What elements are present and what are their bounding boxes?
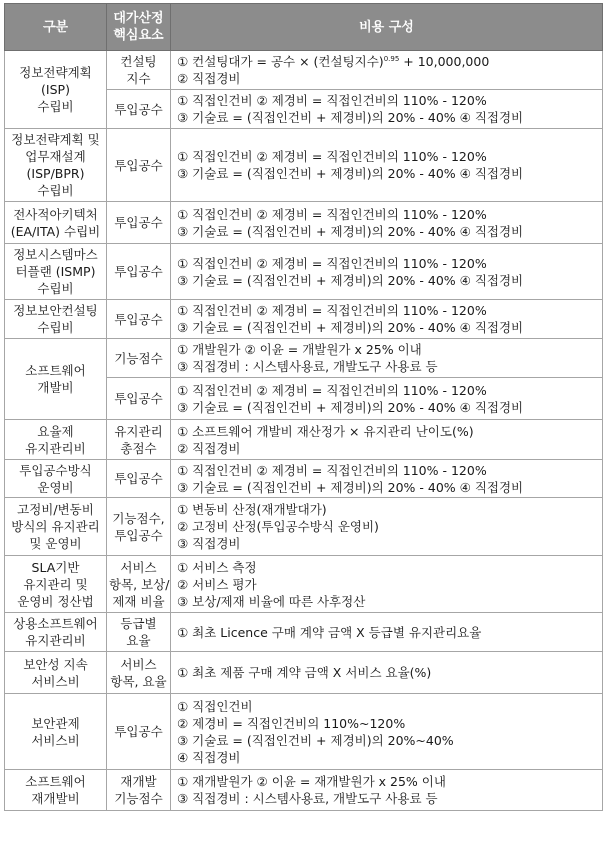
row-cost-composition — [171, 770, 603, 811]
table-row — [5, 202, 603, 244]
cost-line: ③ 보상/제재 비율에 따른 사후정산 — [177, 593, 366, 609]
row-core-element: 등급별 요율 — [107, 613, 171, 652]
cost-line: ① 개발원가 ② 이윤 = 개발원가 x 25% 이내 — [177, 342, 422, 357]
cost-line: ① 변동비 산정(재개발대가) — [177, 502, 327, 517]
row-cost-composition — [171, 90, 603, 129]
cost-line: ① 직접인건비 ② 제경비 = 직접인건비의 110% - 120% — [177, 303, 487, 318]
row-cost-composition — [171, 460, 603, 498]
row-category: 정보시스템마스 터플랜 (ISMP) 수립비 — [5, 244, 107, 300]
row-category: 보안관제 서비스비 — [5, 694, 107, 770]
row-core-element: 투입공수 — [107, 129, 171, 202]
row-cost-composition — [171, 202, 603, 244]
row-core-element: 유지관리 총점수 — [107, 420, 171, 460]
row-category: SLA기반 유지관리 및 운영비 정산법 — [5, 556, 107, 613]
cost-line: ③ 직접경비 : 시스템사용료, 개발도구 사용료 등 — [177, 359, 438, 374]
header-cost-composition: 비용 구성 — [171, 4, 603, 51]
row-cost-composition — [171, 420, 603, 460]
cost-structure-table — [4, 3, 603, 811]
row-core-element: 투입공수 — [107, 694, 171, 770]
row-core-element: 기능점수, 투입공수 — [107, 498, 171, 556]
cost-line: ② 직접경비 — [177, 71, 241, 86]
cost-line: ① 직접인건비 ② 제경비 = 직접인건비의 110% - 120% — [177, 255, 487, 271]
table-row — [5, 339, 603, 378]
table-row — [5, 420, 603, 460]
table-row — [5, 51, 603, 90]
table-row — [5, 613, 603, 652]
cost-line: ② 직접경비 — [177, 440, 241, 456]
row-core-element: 투입공수 — [107, 378, 171, 420]
row-category: 정보보안컨설팅 수립비 — [5, 300, 107, 339]
table-row — [5, 460, 603, 498]
cost-line: ② 서비스 평가 — [177, 576, 257, 592]
table-header-row — [5, 4, 603, 51]
row-cost-composition — [171, 51, 603, 90]
row-category: 정보전략계획 (ISP) 수립비 — [5, 51, 107, 129]
table-row — [5, 129, 603, 202]
row-core-element: 서비스 항목, 요율 — [107, 652, 171, 694]
cost-line: ③ 기술료 = (직접인건비 + 제경비)의 20% - 40% ④ 직접경비 — [177, 479, 524, 495]
row-cost-composition — [171, 694, 603, 770]
row-cost-composition — [171, 129, 603, 202]
cost-line: ① 직접인건비 ② 제경비 = 직접인건비의 110% - 120% — [177, 206, 487, 222]
row-category: 고정비/변동비 방식의 유지관리 및 운영비 — [5, 498, 107, 556]
row-category: 정보전략계획 및 업무재설계 (ISP/BPR) 수립비 — [5, 129, 107, 202]
row-category: 상용소프트웨어 유지관리비 — [5, 613, 107, 652]
table-row — [5, 556, 603, 613]
row-cost-composition — [171, 652, 603, 694]
cost-line: ① 직접인건비 ② 제경비 = 직접인건비의 110% - 120% — [177, 382, 487, 398]
cost-line: ① 컨설팅대가 = 공수 × (컨설팅지수)$^{0.95}$ + 10,000,000 — [177, 54, 490, 69]
row-core-element: 투입공수 — [107, 90, 171, 129]
row-core-element: 투입공수 — [107, 300, 171, 339]
row-core-element: 투입공수 — [107, 202, 171, 244]
header-core-line: 대가산정 — [113, 11, 164, 26]
table-row — [5, 244, 603, 300]
cost-line: ③ 직접경비 : 시스템사용료, 개발도구 사용료 등 — [177, 791, 438, 806]
row-core-element: 기능점수 — [107, 339, 171, 378]
row-core-element: 재개발 기능점수 — [107, 770, 171, 811]
row-cost-composition — [171, 244, 603, 300]
cost-line: ① 직접인건비 ② 제경비 = 직접인건비의 110% - 120% — [177, 93, 487, 108]
row-cost-composition — [171, 498, 603, 556]
cost-line: ③ 기술료 = (직접인건비 + 제경비)의 20% - 40% ④ 직접경비 — [177, 399, 524, 415]
row-category: 투입공수방식 운영비 — [5, 460, 107, 498]
row-cost-composition — [171, 300, 603, 339]
header-core-element — [107, 4, 171, 51]
cost-line: ① 소프트웨어 개발비 재산정가 × 유지관리 난이도(%) — [177, 423, 474, 439]
cost-line: ③ 기술료 = (직접인건비 + 제경비)의 20%~40% — [177, 732, 454, 748]
row-core-element: 투입공수 — [107, 460, 171, 498]
table-row — [5, 694, 603, 770]
row-core-element: 서비스 항목, 보상/ 제재 비율 — [107, 556, 171, 613]
cost-line: ③ 기술료 = (직접인건비 + 제경비)의 20% - 40% ④ 직접경비 — [177, 272, 524, 288]
row-cost-composition — [171, 378, 603, 420]
cost-line: ④ 직접경비 — [177, 749, 241, 765]
cost-line: ① 직접인건비 — [177, 698, 253, 714]
row-core-element: 투입공수 — [107, 244, 171, 300]
row-category: 요율제 유지관리비 — [5, 420, 107, 460]
table-row — [5, 300, 603, 339]
table-row — [5, 770, 603, 811]
cost-line: ① 재개발원가 ② 이윤 = 재개발원가 x 25% 이내 — [177, 774, 446, 789]
cost-table-container — [4, 3, 602, 811]
row-cost-composition — [171, 613, 603, 652]
cost-line: ③ 직접경비 — [177, 536, 241, 551]
cost-line: ① 직접인건비 ② 제경비 = 직접인건비의 110% - 120% — [177, 462, 487, 478]
cost-line: ② 고정비 산정(투입공수방식 운영비) — [177, 519, 379, 534]
cost-line: ① 직접인건비 ② 제경비 = 직접인건비의 110% - 120% — [177, 149, 487, 164]
row-category: 소프트웨어 개발비 — [5, 339, 107, 420]
header-core-line: 핵심요소 — [113, 28, 164, 43]
row-category: 전사적아키텍처 (EA/ITA) 수립비 — [5, 202, 107, 244]
table-row — [5, 498, 603, 556]
cost-line: ② 제경비 = 직접인건비의 110%~120% — [177, 715, 406, 731]
cost-line: ① 최초 Licence 구매 계약 금액 X 등급별 유지관리요율 — [177, 624, 482, 640]
cost-line: ③ 기술료 = (직접인건비 + 제경비)의 20% - 40% ④ 직접경비 — [177, 223, 524, 239]
cost-line: ① 서비스 측정 — [177, 559, 257, 575]
row-category: 소프트웨어 재개발비 — [5, 770, 107, 811]
row-core-element: 컨설팅 지수 — [107, 51, 171, 90]
row-cost-composition — [171, 339, 603, 378]
cost-line: ③ 기술료 = (직접인건비 + 제경비)의 20% - 40% ④ 직접경비 — [177, 320, 524, 335]
cost-line: ③ 기술료 = (직접인건비 + 제경비)의 20% - 40% ④ 직접경비 — [177, 166, 524, 181]
row-cost-composition — [171, 556, 603, 613]
table-row — [5, 652, 603, 694]
row-category: 보안성 지속 서비스비 — [5, 652, 107, 694]
cost-line: ① 최초 제품 구매 계약 금액 X 서비스 요율(%) — [177, 665, 432, 680]
cost-line: ③ 기술료 = (직접인건비 + 제경비)의 20% - 40% ④ 직접경비 — [177, 110, 524, 125]
header-category: 구분 — [5, 4, 107, 51]
